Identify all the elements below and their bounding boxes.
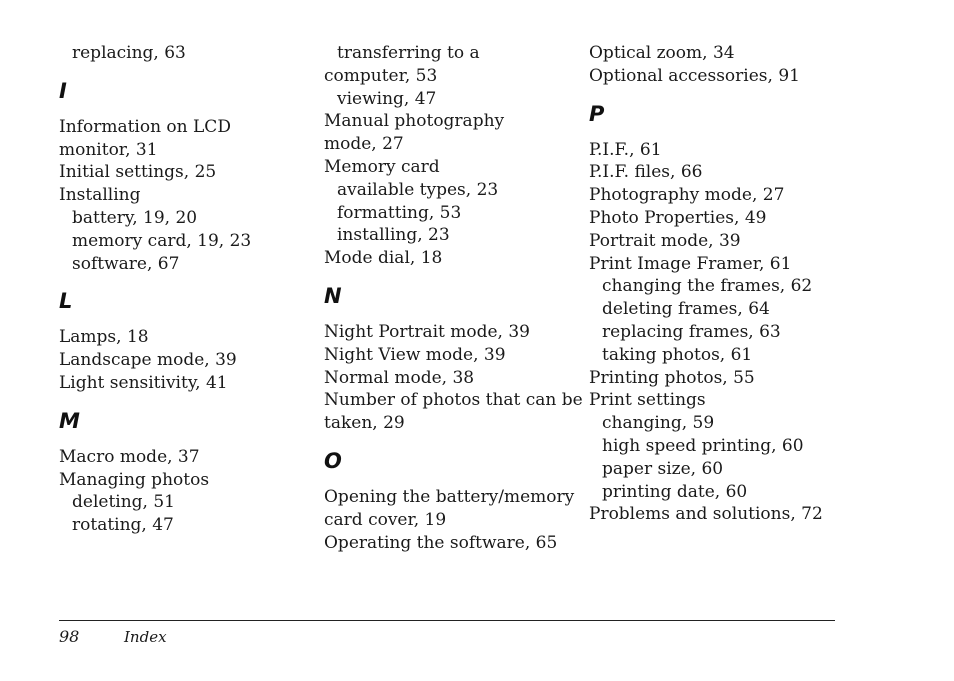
index-entry: Landscape mode, 39: [59, 350, 237, 371]
index-subentry: high speed printing, 60: [602, 435, 804, 456]
index-column-3: [589, 42, 839, 526]
index-entry: Optical zoom, 34: [589, 43, 735, 63]
index-entry: Mode dial, 18: [324, 248, 443, 269]
index-entry: Night Portrait mode, 39: [324, 321, 530, 342]
index-entry: Print settings: [589, 390, 706, 411]
index-entry: Manual photography: [324, 111, 505, 132]
index-entry: Optional accessories, 91: [589, 65, 800, 86]
index-entry: taken, 29: [324, 413, 405, 434]
index-entry: Operating the software, 65: [324, 532, 558, 553]
page-number: 98: [59, 627, 80, 646]
index-subentry: battery, 19, 20: [72, 207, 198, 228]
index-entry: Printing photos, 55: [589, 367, 755, 388]
index-subentry: software, 67: [72, 253, 180, 274]
index-entry: Installing: [59, 185, 141, 206]
index-entry: P.I.F., 61: [589, 139, 662, 160]
index-entry: P.I.F. files, 66: [589, 162, 703, 183]
index-entry: Macro mode, 37: [59, 446, 200, 467]
index-subentry: available types, 23: [337, 179, 499, 200]
index-subentry: rotating, 47: [72, 515, 174, 536]
index-letter-heading: L: [59, 289, 73, 314]
index-column-2: [324, 42, 583, 554]
index-subentry: printing date, 60: [602, 481, 748, 502]
index-subentry: deleting frames, 64: [602, 299, 770, 320]
index-entry: Information on LCD: [59, 116, 231, 137]
index-entry: Initial settings, 25: [59, 162, 217, 183]
index-subentry: changing the frames, 62: [602, 276, 813, 297]
index-entry: Problems and solutions, 72: [589, 504, 823, 525]
index-entry: Opening the battery/memory: [324, 486, 575, 507]
index-column-1: [59, 42, 309, 537]
index-entry: card cover, 19: [324, 509, 447, 530]
index-entry: Print Image Framer, 61: [589, 253, 792, 274]
index-entry: mode, 27: [324, 134, 404, 155]
index-entry: Portrait mode, 39: [589, 230, 741, 251]
index-entry: Memory card: [324, 156, 440, 177]
index-subentry: transferring to a: [337, 43, 480, 63]
index-subentry: formatting, 53: [337, 202, 462, 223]
index-entry: Lamps, 18: [59, 327, 149, 348]
index-subentry: changing, 59: [602, 413, 715, 434]
section-title: Index: [124, 628, 167, 646]
index-subentry: replacing, 63: [72, 43, 186, 63]
index-subentry: paper size, 60: [602, 458, 724, 479]
index-letter-heading: O: [324, 448, 342, 473]
index-entry: Normal mode, 38: [324, 367, 475, 388]
index-entry: Managing photos: [59, 469, 210, 490]
index-subentry: viewing, 47: [337, 88, 437, 109]
index-entry: Number of photos that can be: [324, 390, 583, 411]
index-letter-heading: M: [59, 408, 80, 433]
index-subentry: memory card, 19, 23: [72, 230, 252, 251]
index-entry: monitor, 31: [59, 139, 158, 160]
footer-rule: [59, 620, 835, 621]
index-entry: Photo Properties, 49: [589, 207, 767, 228]
index-entry: Photography mode, 27: [589, 185, 785, 206]
index-subentry: deleting, 51: [72, 492, 175, 513]
index-letter-heading: N: [324, 283, 342, 308]
index-entry: computer, 53: [324, 65, 438, 86]
index-entry: Light sensitivity, 41: [59, 372, 228, 393]
index-entry: Night View mode, 39: [324, 344, 506, 365]
index-letter-heading: P: [589, 101, 605, 126]
index-subentry: installing, 23: [337, 225, 450, 246]
index-subentry: taking photos, 61: [602, 344, 753, 365]
index-subentry: replacing frames, 63: [602, 321, 781, 342]
index-letter-heading: I: [59, 78, 67, 103]
